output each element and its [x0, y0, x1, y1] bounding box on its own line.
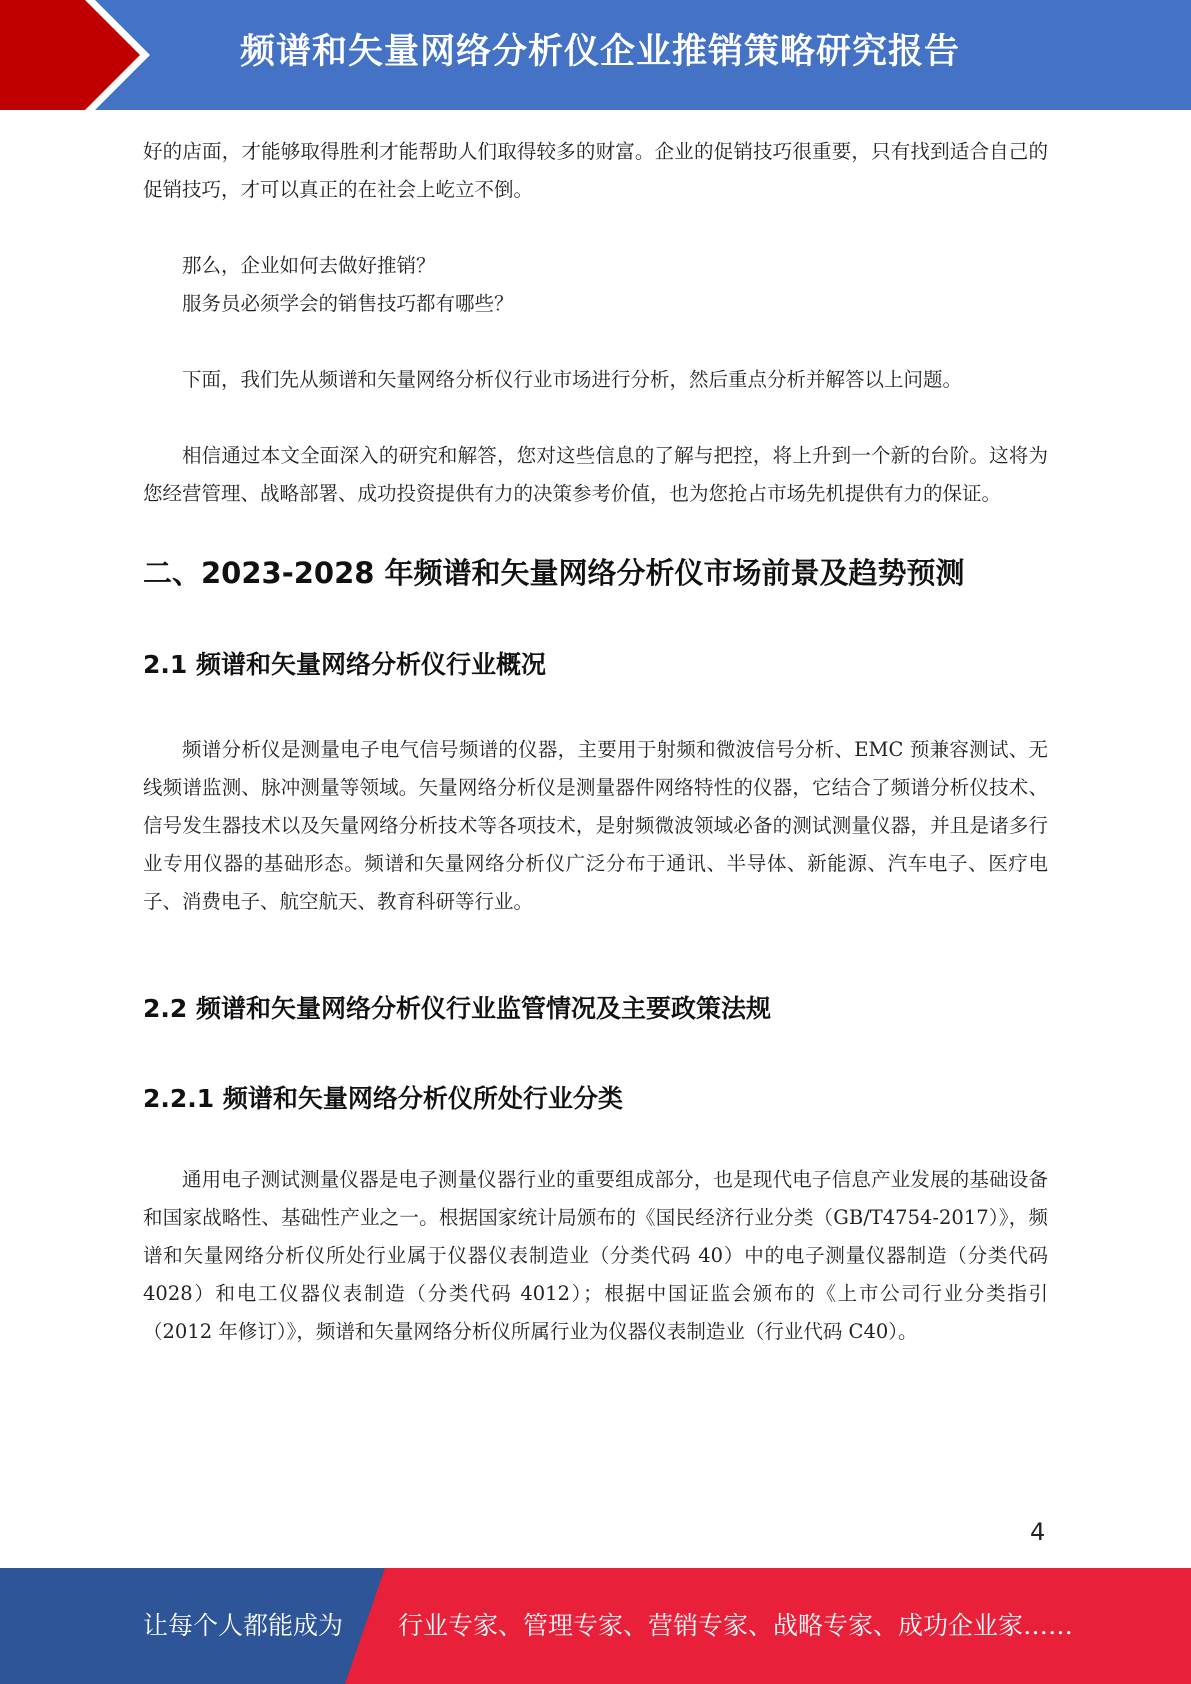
section-2-2-1-paragraph: 通用电子测试测量仪器是电子测量仪器行业的重要组成部分，也是现代电子信息产业发展的基础设备和国家战略性、基础性产业之一。根据国家统计局颁布的《国民经济行业分类（GB/T4754-2017）》，频谱和矢量网络分析仪所处行业属于仪器仪表制造业（分类代码 40）中的电子测量仪器制造（分类代码 4028）和电工仪器仪表制造（分类代码 4012）；根据中国证监会颁布的《上市公司行业分类指引（2012 年修订）》，频谱和矢量网络分析仪所属行业为仪器仪表制造业（行业代码 C40）。 [143, 1168, 1048, 1343]
intro-paragraph-1: 好的店面，才能够取得胜利才能帮助人们取得较多的财富。企业的促销技巧很重要，只有找到适合自己的促销技巧，才可以真正的在社会上屹立不倒。 [143, 140, 1048, 201]
intro-paragraph-3: 相信通过本文全面深入的研究和解答，您对这些信息的了解与把控，将上升到一个新的台阶。这将为您经营管理、战略部署、成功投资提供有力的决策参考价值，也为您抢占市场先机提供有力的保证。 [143, 444, 1048, 505]
footer-slogan-left: 让每个人都能成为 [143, 1611, 344, 1640]
footer-slogan-right: 行业专家、管理专家、营销专家、战略专家、成功企业家…… [398, 1611, 1074, 1640]
page-header [0, 0, 1191, 110]
page-number: 4 [1030, 1518, 1046, 1546]
intro-question-1: 那么，企业如何去做好推销？ [182, 254, 436, 277]
section-2-heading: 二、2023-2028 年频谱和矢量网络分析仪市场前景及趋势预测 [143, 556, 965, 590]
report-title: 频谱和矢量网络分析仪企业推销策略研究报告 [240, 32, 961, 72]
document-body [143, 133, 1048, 1351]
section-2-2-heading: 2.2 频谱和矢量网络分析仪行业监管情况及主要政策法规 [143, 994, 771, 1023]
section-2-1-heading: 2.1 频谱和矢量网络分析仪行业概况 [143, 650, 546, 679]
page-footer [0, 1568, 1191, 1684]
intro-question-2: 服务员必须学会的销售技巧都有哪些？ [182, 292, 514, 315]
intro-paragraph-2: 下面，我们先从频谱和矢量网络分析仪行业市场进行分析，然后重点分析并解答以上问题。 [182, 368, 963, 391]
section-2-2-1-heading: 2.2.1 频谱和矢量网络分析仪所处行业分类 [143, 1084, 623, 1113]
section-2-1-paragraph: 频谱分析仪是测量电子电气信号频谱的仪器，主要用于射频和微波信号分析、EMC 预兼容测试、无线频谱监测、脉冲测量等领域。矢量网络分析仪是测量器件网络特性的仪器，它结合了频谱分析仪技术、信号发生器技术以及矢量网络分析技术等各项技术，是射频微波领域必备的测试测量仪器，并且是诸多行业专用仪器的基础形态。频谱和矢量网络分析仪广泛分布于通讯、半导体、新能源、汽车电子、医疗电子、消费电子、航空航天、教育科研等行业。 [143, 738, 1048, 913]
